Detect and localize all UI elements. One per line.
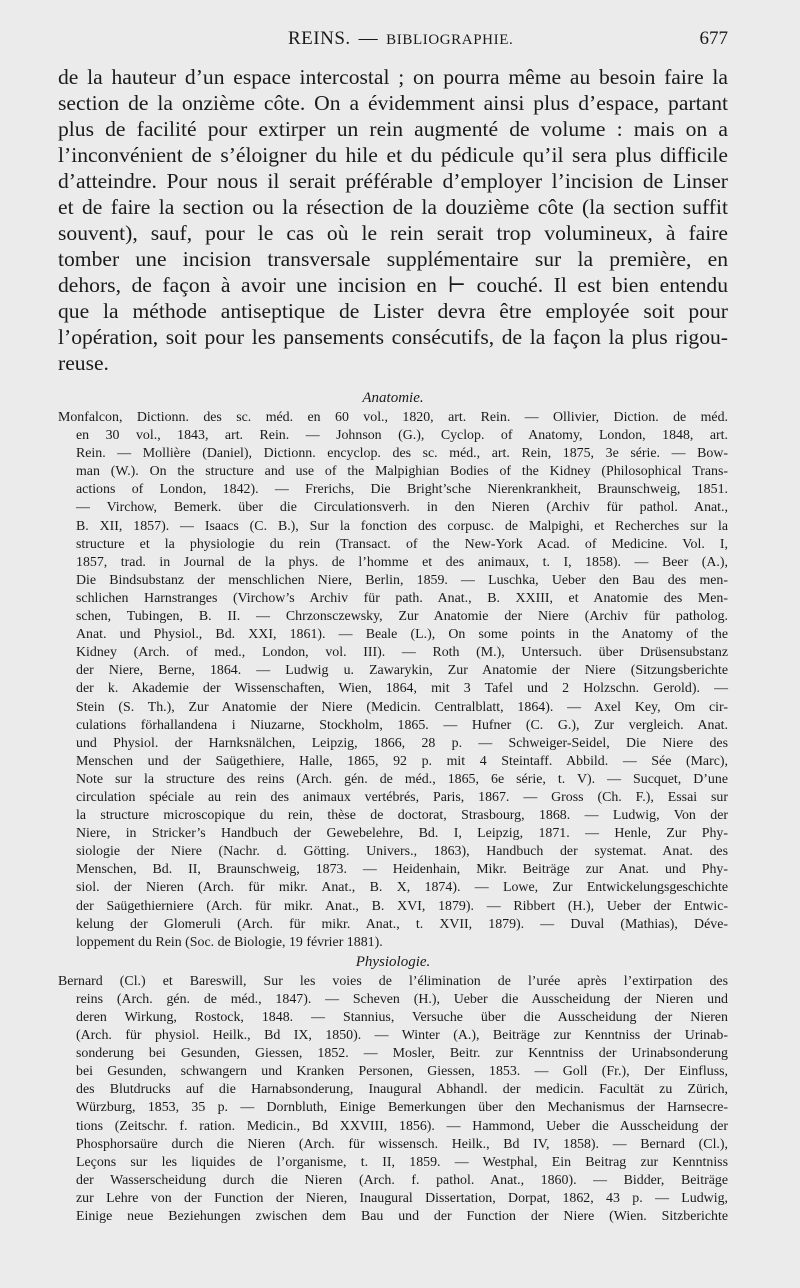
biblio-line: 1857, trad. in Journal de la phys. de l’homme et des animaux, t. I, 1858). — Beer (A.), <box>76 554 728 570</box>
biblio-line: Kidney (Arch. of med., London, vol. III). — Roth (M.), Untersuch. über Drüsensubstanz <box>76 645 728 661</box>
header-subtitle: BIBLIOGRAPHIE. <box>386 32 514 48</box>
body-line: l’inconvénient de s’éloigner du hile et du pédicule qu’il sera plus difficile <box>58 143 728 167</box>
biblio-line: der Wasserscheidung durch die Nieren (Arch. f. pathol. Anat., 1860). — Bidder, Beiträge <box>76 1172 728 1188</box>
body-line: de la hauteur d’un espace intercostal ; on pourra même au besoin faire la <box>58 65 728 89</box>
page-number: 677 <box>699 28 728 49</box>
biblio-line: Bernard (Cl.) et Bareswill, Sur les voies de l’élimination de l’urée après l’extirpation des <box>58 973 728 989</box>
biblio-line: Würzburg, 1853, 35 p. — Dornbluth, Einige Bemerkungen über den Mechanismus der Harnsecre- <box>76 1100 728 1116</box>
biblio-line: schen, Tubingen, B. II. — Chrzonsczewsky, Zur Anatomie der Niere (Archiv für patholog. <box>76 609 728 625</box>
body-line: dehors, de façon à avoir une incision en ⊢ couché. Il est bien entendu <box>58 273 728 297</box>
biblio-line: schlichen Harnstranges (Virchow’s Archiv für path. Anat., B. XXIII, et Anatomie des Men- <box>76 590 728 606</box>
biblio-line: — Virchow, Bemerk. über die Circulationsverh. in den Nieren (Archiv für pathol. Anat., <box>76 500 728 516</box>
biblio-line: culations förhallandena i Niuzarne, Stockholm, 1865. — Hufner (C. G.), Zur vergleich. Anat. <box>76 717 728 733</box>
body-line: et de faire la section ou la résection de la douzième côte (la section suffit <box>58 195 728 219</box>
anatomie-bibliography <box>58 409 728 952</box>
biblio-line: Rein. — Mollière (Daniel), Dictionn. encyclop. des sc. méd., art. Rein, 1875, 3e série. — Bow- <box>76 446 728 462</box>
biblio-line: sonderung bei Gesunden, Giessen, 1852. — Mosler, Beitr. zur Kenntniss der Urinabsonderung <box>76 1046 728 1062</box>
biblio-line: actions of London, 1842). — Frerichs, Die Bright’sche Nierenkrankheit, Braunschweig, 1851. <box>76 482 728 498</box>
biblio-line: Die Bindsubstanz der menschlichen Niere, Berlin, 1859. — Luschka, Ueber den Bau des men- <box>76 572 728 588</box>
biblio-line: und Physiol. der Harnksnälchen, Leipzig, 1866, 28 p. — Schweiger-Seidel, Die Niere des <box>76 735 728 751</box>
biblio-line: der Saügethierniere (Arch. für mikr. Anat., B. XVI, 1879). — Ribbert (H.), Ueber der Entwic- <box>76 898 728 914</box>
biblio-line: siologie der Niere (Nachr. d. Götting. Univers., 1863), Handbuch der systemat. Anat. des <box>76 844 728 860</box>
biblio-line: zur Lehre von der Function der Nieren, Inaugural Dissertation, Dorpat, 1862, 43 p. — Ludwig, <box>76 1190 728 1206</box>
biblio-line: Einige neue Beziehungen zwischen dem Bau und der Function der Niere (Wien. Sitzberichte <box>76 1209 728 1225</box>
biblio-line: en 30 vol., 1843, art. Rein. — Johnson (G.), Cyclop. of Anatomy, London, 1848, art. <box>76 428 728 444</box>
biblio-line: Phosphorsaüre durch die Nieren (Arch. für wissensch. Heilk., Bd IV, 1858). — Bernard (Cl.), <box>76 1136 728 1152</box>
header-title: REINS. <box>288 28 351 49</box>
biblio-line: der k. Akademie der Wissenschaften, Wien, 1864, mit 3 Tafel und 2 Holzschn. Gerold). — <box>76 681 728 697</box>
biblio-line: Stein (S. Th.), Zur Anatomie der Niere (Medicin. Centralblatt, 1864). — Axel Key, Om cir- <box>76 699 728 715</box>
physiologie-bibliography <box>58 973 728 1226</box>
biblio-line: kelung der Glomeruli (Arch. für mikr. Anat., t. XVII, 1879). — Duval (Mathias), Déve- <box>76 916 728 932</box>
biblio-line: des Blutdrucks auf die Harnabsonderung, Inaugural Abhandl. der medicin. Facultät zu Zürich, <box>76 1082 728 1098</box>
biblio-line: man (W.). On the structure and use of the Malpighian Bodies of the Kidney (Philosophical Trans- <box>76 464 728 480</box>
body-line: souvent), sauf, pour le cas où le rein serait trop volumineux, à faire <box>58 221 728 245</box>
biblio-line: deren Wirkung, Rostock, 1848. — Stannius, Versuche über die Ausscheidung der Nieren <box>76 1010 728 1025</box>
body-paragraph <box>58 64 728 376</box>
body-line: d’atteindre. Pour nous il serait préférable d’employer l’incision de Linser <box>58 169 728 193</box>
biblio-line: Niere, in Stricker’s Handbuch der Gewebelehre, Bd. I, Leipzig, 1871. — Henle, Zur Phy- <box>76 826 728 842</box>
header-dash: — <box>358 28 379 49</box>
body-line: plus de facilité pour extirper un rein augmenté de volume : mais on a <box>58 117 728 141</box>
body-line: reuse. <box>58 351 109 375</box>
biblio-line: la structure microscopique du rein, thèse de doctorat, Strasbourg, 1868. — Ludwig, Von der <box>76 808 728 824</box>
running-header <box>58 28 728 54</box>
biblio-line: tions (Zeitschr. f. ration. Medicin., Bd XXVIII, 1856). — Hammond, Ueber die Ausscheidung der <box>76 1118 728 1134</box>
header-title-group <box>288 28 513 50</box>
body-line: l’opération, soit pour les pansements consécutifs, de la façon la plus rigou- <box>58 325 728 349</box>
anatomie-heading: Anatomie. <box>362 390 424 406</box>
biblio-line: reins (Arch. gén. de méd., 1847). — Scheven (H.), Ueber die Ausscheidung der Nieren und <box>76 991 728 1007</box>
biblio-line: siol. der Nieren (Arch. für mikr. Anat., B. X, 1874). — Lowe, Zur Entwickelungsgeschichte <box>76 880 728 896</box>
biblio-line: loppement du Rein (Soc. de Biologie, 19 février 1881). <box>76 934 383 950</box>
biblio-line: Note sur la structure des reins (Arch. gén. de méd., 1865, 6e série, t. V). — Sucquet, D’une <box>76 771 728 787</box>
biblio-line: Leçons sur les liquides de l’organisme, t. II, 1859. — Westphal, Ein Beitrag zur Kenntniss <box>76 1154 728 1170</box>
biblio-line: der Niere, Berne, 1864. — Ludwig u. Zawarykin, Zur Anatomie der Niere (Sitzungsberichte <box>76 663 728 679</box>
biblio-line: Monfalcon, Dictionn. des sc. méd. en 60 vol., 1820, art. Rein. — Ollivier, Diction. de méd. <box>58 410 728 425</box>
physiologie-heading: Physiologie. <box>355 953 431 970</box>
biblio-line: bei Gesunden, schwangern und Kranken Personen, Giessen, 1853. — Goll (Fr.), Der Einfluss, <box>76 1064 728 1080</box>
biblio-line: Menschen und der Saügethiere, Halle, 1865, 92 p. mit 4 Steintaff. Abbild. — Sée (Marc), <box>76 753 728 769</box>
biblio-line: structure et la physiologie du rein (Transact. of the New-York Acad. of Medicine. Vol. I, <box>76 536 728 552</box>
body-line: que la méthode antiseptique de Lister devra être employée soit pour <box>58 299 728 323</box>
body-line: tomber une incision transversale supplémentaire sur la première, en <box>58 247 728 271</box>
biblio-line: Anat. und Physiol., Bd. XXI, 1861). — Beale (L.), On some points in the Anatomy of the <box>76 627 728 643</box>
biblio-line: B. XII, 1857). — Isaacs (C. B.), Sur la fonction des corpusc. de Malpighi, et Recherches sur la <box>76 518 728 534</box>
biblio-line: (Arch. für physiol. Heilk., Bd IX, 1850). — Winter (A.), Beiträge zur Kenntniss der Urinab- <box>76 1028 728 1044</box>
biblio-line: circulation spéciale au rein des animaux vertébrés, Paris, 1867. — Gross (Ch. F.), Essai sur <box>76 789 728 805</box>
body-line: section de la onzième côte. On a évidemment ainsi plus d’espace, partant <box>58 91 728 115</box>
biblio-line: Menschen, Bd. II, Braunschweig, 1873. — Heidenhain, Mikr. Beiträge zur Anat. und Phy- <box>76 862 728 878</box>
